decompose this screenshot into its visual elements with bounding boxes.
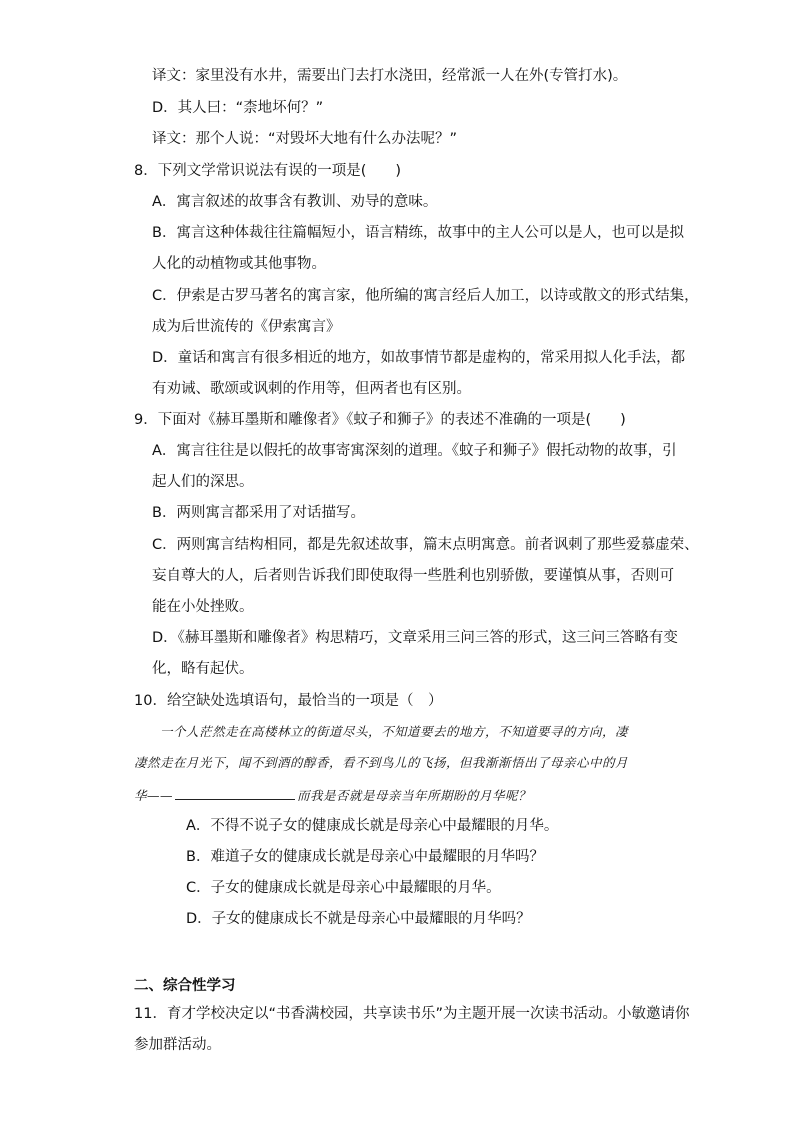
q9-option-c-cont: 妄自尊大的人，后者则告诉我们即使取得一些胜利也别骄傲，要谨慎从事，否则可 [152, 568, 674, 584]
q8-option-d: D．童话和寓言有很多相近的地方，如故事情节都是虚构的，常采用拟人化手法，都 [152, 350, 686, 366]
q8-option-c: C．伊索是古罗马著名的寓言家，他所编的寓言经后人加工，以诗或散文的形式结集， [152, 288, 699, 304]
q8-option-d-cont: 有劝诫、歌颂或讽刺的作用等，但两者也有区别。 [152, 381, 471, 397]
q9-option-a: A．寓言往往是以假托的故事寄寓深刻的道理。《蚊子和狮子》假托动物的故事，引 [152, 443, 677, 459]
q10-option-a: A．不得不说子女的健康成长就是母亲心中最耀眼的月华。 [186, 818, 559, 834]
passage-suffix: 而我是否就是母亲当年所期盼的月华呢？ [297, 788, 532, 803]
q10-option-c: C．子女的健康成长就是母亲心中最耀眼的月华。 [186, 880, 501, 896]
translation-line: 译文：家里没有水井，需要出门去打水浇田，经常派一人在外(专管打水)。 [152, 68, 628, 84]
passage-prefix: 华—— [134, 788, 174, 803]
passage-line [134, 785, 531, 806]
q9-option-c: C．两则寓言结构相同，都是先叙述故事，篇末点明寓意。前者讽刺了那些爱慕虚荣、 [152, 537, 699, 553]
q9-option-c-cont: 能在小处挫败。 [152, 599, 254, 615]
question-8: 8．下列文学常识说法有误的一项是( ) [134, 163, 402, 179]
question-11: 11．育才学校决定以“书香满校园，共享读书乐”为主题开展一次读书活动。小敏邀请你 [134, 1006, 690, 1022]
q9-option-a-cont: 起人们的深思。 [152, 474, 254, 490]
question-9: 9．下面对《赫耳墨斯和雕像者》《蚊子和狮子》的表述不准确的一项是( ) [134, 412, 626, 428]
q10-option-d: D．子女的健康成长不就是母亲心中最耀眼的月华吗？ [186, 911, 531, 927]
q8-option-a: A．寓言叙述的故事含有教训、劝导的意味。 [152, 194, 438, 210]
question-10: 10．给空缺处选填语句，最恰当的一项是（ ） [134, 693, 443, 709]
q10-option-b: B．难道子女的健康成长就是母亲心中最耀眼的月华吗？ [186, 849, 544, 865]
answer-blank [175, 785, 295, 800]
q8-option-b: B．寓言这种体裁往往篇幅短小，语言精练，故事中的主人公可以是人，也可以是拟 [152, 225, 684, 241]
q9-option-b: B．两则寓言都采用了对话描写。 [152, 505, 365, 521]
section-heading: 二、综合性学习 [134, 978, 236, 994]
translation-line: 译文：那个人说：“对毁坏大地有什么办法呢？” [152, 131, 458, 147]
passage-line: 一个人茫然走在高楼林立的街道尽头，不知道要去的地方，不知道要寻的方向，凄 [160, 724, 629, 739]
question-11-cont: 参加群活动。 [134, 1037, 221, 1053]
q9-option-d: D．《赫耳墨斯和雕像者》构思精巧，文章采用三问三答的形式，这三问三答略有变 [152, 630, 678, 646]
q8-option-b-cont: 人化的动植物或其他事物。 [152, 256, 326, 272]
option-d: D．其人曰：“柰地坏何？” [152, 100, 324, 116]
q8-option-c-cont: 成为后世流传的《伊索寓言》 [152, 319, 341, 335]
q9-option-d-cont: 化，略有起伏。 [152, 661, 254, 677]
passage-line: 凄然走在月光下，闻不到酒的醇香，看不到鸟儿的飞扬，但我渐渐悟出了母亲心中的月 [134, 755, 629, 770]
